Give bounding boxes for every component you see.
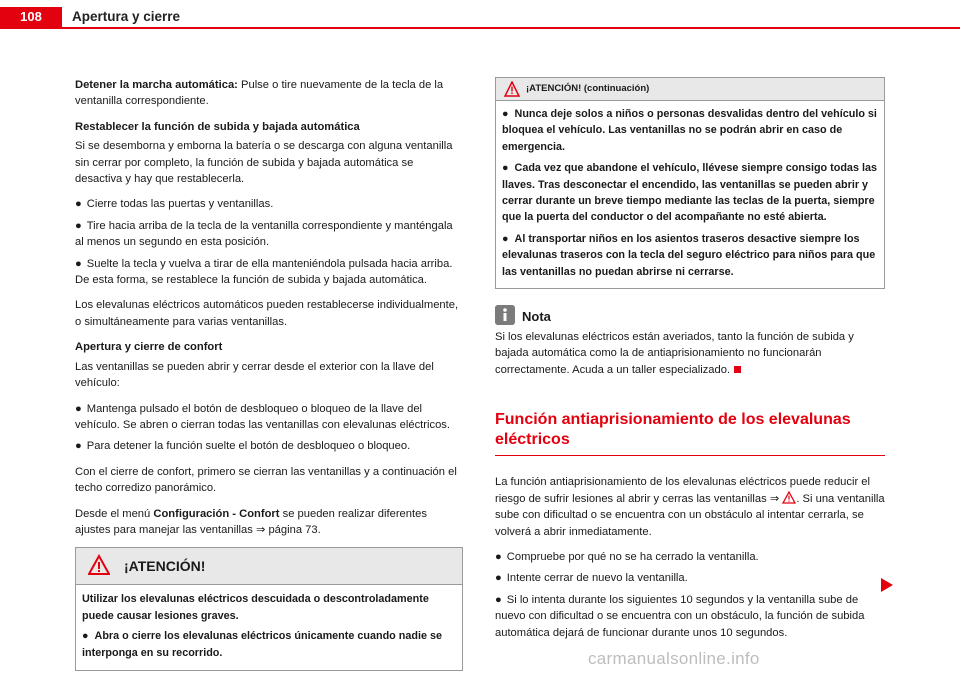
info-icon bbox=[495, 305, 515, 325]
warning-continued-body bbox=[496, 101, 884, 288]
warning-bullet bbox=[502, 160, 878, 226]
left-column bbox=[75, 77, 463, 671]
paragraph-stop-auto bbox=[75, 77, 463, 110]
warning-continued-header bbox=[496, 78, 884, 101]
paragraph-text: La función antiaprisionamiento de los elevalunas eléctricos puede reducir el riesgo de sufrir lesiones al abrir y cerras las ventanillas ⇒ bbox=[495, 476, 871, 505]
next-page-arrow-icon[interactable] bbox=[881, 578, 893, 592]
list-item-text: Mantenga pulsado el botón de desbloqueo o bloqueo de la llave del vehículo. Se abren o cierran todas las ventanillas con elevalunas eléctricos. bbox=[75, 402, 450, 431]
bullet-icon: ● bbox=[82, 630, 89, 643]
warning-triangle-icon bbox=[504, 81, 520, 97]
bullet-icon: ● bbox=[75, 198, 82, 211]
list-item bbox=[75, 218, 463, 251]
warning-body bbox=[76, 585, 462, 670]
right-column bbox=[495, 77, 885, 650]
bullet-icon: ● bbox=[75, 402, 82, 415]
bullet-icon: ● bbox=[75, 257, 82, 270]
paragraph-text: . Si una ventanilla sube con dificultad o se encuentra con un obstáculo al intentar cerrarla, se volverá a abrir inmediatamente. bbox=[495, 492, 885, 538]
warning-bullet-text: Abra o cierre los elevalunas eléctricos únicamente cuando nadie se interponga en su recorrido. bbox=[82, 630, 442, 659]
list-item bbox=[495, 549, 885, 565]
warning-intro: Utilizar los elevalunas eléctricos descuidada o descontroladamente puede causar lesiones graves. bbox=[82, 593, 429, 622]
warning-box bbox=[75, 547, 463, 671]
list-item bbox=[75, 256, 463, 289]
note-title: Nota bbox=[522, 309, 551, 325]
list-item-text: Suelte la tecla y vuelva a tirar de ella manteniéndola pulsada hacia arriba. De esta forma, se restablece la función de subida y bajada automática. bbox=[75, 257, 453, 287]
paragraph-menu bbox=[75, 506, 463, 539]
warning-bullet bbox=[502, 106, 878, 155]
chapter-title: Apertura y cierre bbox=[72, 9, 181, 24]
warning-header bbox=[76, 548, 462, 585]
warning-bullet bbox=[502, 231, 878, 280]
paragraph-restore: Si se desemborna y emborna la batería o se descarga con alguna ventanilla sin cerrar por completo, la función de subida y bajada automática se desactiva y hay que restablecerla. bbox=[75, 140, 453, 186]
bullet-icon: ● bbox=[495, 572, 502, 585]
bullet-icon: ● bbox=[495, 550, 502, 563]
paragraph-text: Desde el menú bbox=[75, 507, 154, 520]
bullet-icon: ● bbox=[75, 219, 82, 232]
warning-triangle-icon bbox=[88, 554, 110, 576]
bullet-list-anti-pinch bbox=[495, 549, 885, 641]
watermark: carmanualsonline.info bbox=[588, 649, 760, 668]
page-header bbox=[0, 0, 960, 30]
list-item-text: Compruebe por qué no se ha cerrado la ventanilla. bbox=[506, 550, 759, 563]
bullet-icon: ● bbox=[502, 162, 509, 175]
paragraph-sunroof: Con el cierre de confort, primero se cierran las ventanillas y a continuación el techo corredizo panorámico. bbox=[75, 465, 457, 495]
list-item bbox=[75, 438, 463, 454]
page-reference-link[interactable]: ⇒ página 73. bbox=[255, 523, 321, 536]
note-text bbox=[495, 329, 885, 378]
page-number: 108 bbox=[0, 7, 62, 27]
list-item bbox=[495, 592, 885, 641]
list-item-text: Cierre todas las puertas y ventanillas. bbox=[86, 198, 274, 211]
section-title: Función antiaprisionamiento de los elevalunas eléctricos bbox=[495, 410, 885, 456]
warning-continued-title: ¡ATENCIÓN! (continuación) bbox=[526, 83, 650, 94]
term-bold: Detener la marcha automática: bbox=[75, 79, 238, 91]
paragraph-comfort: Las ventanillas se pueden abrir y cerrar desde el exterior con la llave del vehículo: bbox=[75, 360, 434, 390]
list-item-text: Intente cerrar de nuevo la ventanilla. bbox=[506, 572, 688, 585]
warning-bullet-text: Nunca deje solos a niños o personas desvalidas dentro del vehículo si bloquea el vehículo. Las ventanillas no se podrán abrir en caso de emergencia. bbox=[502, 108, 877, 153]
warning-bullet bbox=[82, 628, 456, 661]
paragraph-anti-pinch bbox=[495, 474, 885, 540]
warning-title: ¡ATENCIÓN! bbox=[124, 558, 206, 575]
subheading-restore: Restablecer la función de subida y bajada automática bbox=[75, 120, 360, 133]
bullet-list-comfort bbox=[75, 401, 463, 455]
paragraph-individual: Los elevalunas eléctricos automáticos pueden restablecerse individualmente, o simultáneamente para varias ventanillas. bbox=[75, 299, 459, 328]
menu-path: Configuración - Confort bbox=[153, 507, 280, 520]
list-item bbox=[75, 401, 463, 434]
note-header bbox=[495, 305, 885, 329]
list-item-text: Si lo intenta durante los siguientes 10 segundos y la ventanilla sube de nuevo con dificultad o se encuentra con un obstáculo, la función de subida automática dejará de funcionar durante unos 10 segundos. bbox=[495, 593, 865, 639]
bullet-icon: ● bbox=[502, 108, 509, 120]
warning-continued-box bbox=[495, 77, 885, 289]
paragraph-text: se pueden realizar diferentes ajustes para manejar las ventanillas bbox=[75, 507, 427, 536]
list-item-text: Para detener la función suelte el botón de desbloqueo o bloqueo. bbox=[86, 440, 411, 453]
list-item-text: Tire hacia arriba de la tecla de la ventanilla correspondiente y manténgala al menos un segundo en esta posición. bbox=[75, 219, 453, 249]
warning-reference-icon[interactable] bbox=[782, 491, 796, 504]
bullet-icon: ● bbox=[75, 440, 82, 453]
bullet-icon: ● bbox=[495, 593, 502, 606]
list-item bbox=[75, 196, 463, 212]
note-body: Si los elevalunas eléctricos están averiados, tanto la función de subida y bajada automática como la de antiaprisionamiento no funcionarán correctamente. Acuda a un taller especializado. bbox=[495, 331, 854, 376]
warning-bullet-text: Al transportar niños en los asientos traseros desactive siempre los elevalunas traseros con la tecla del seguro eléctrico para niños para que las ventanillas no puedan abrirse ni cerrarse. bbox=[502, 232, 876, 278]
list-item bbox=[495, 570, 885, 586]
subheading-comfort: Apertura y cierre de confort bbox=[75, 341, 223, 354]
paragraph-text: Pulse o tire nuevamente de la tecla de la ventanilla correspondiente. bbox=[75, 79, 444, 108]
bullet-icon: ● bbox=[502, 232, 509, 245]
bullet-list-restore bbox=[75, 196, 463, 288]
header-rule bbox=[0, 27, 960, 29]
warning-bullet-text: Cada vez que abandone el vehículo, llévese siempre consigo todas las llaves. Tras desconectar el encendido, las ventanillas se pueden abrir y cerrar durante un breve tiempo mediante las teclas de la puerta, siempre que la puerta del conductor o del acompañante no esté abierta. bbox=[502, 162, 877, 224]
end-of-section-marker bbox=[734, 366, 741, 373]
